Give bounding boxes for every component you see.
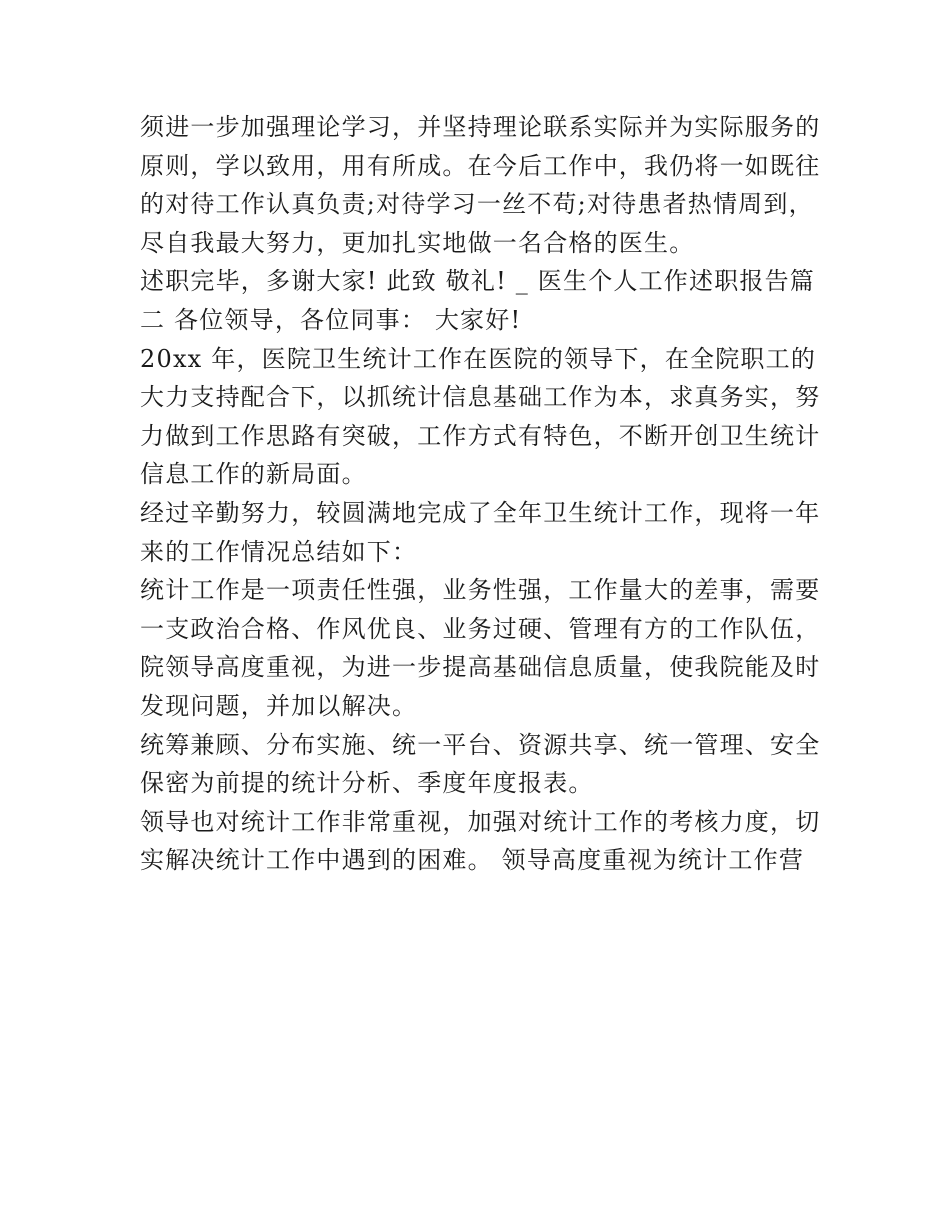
text-line: 的对待工作认真负责;对待学习一丝不苟;对待患者热情周到，: [140, 190, 814, 219]
text-line: 一支政治合格、作风优良、业务过硬、管理有方的工作队伍，: [140, 614, 821, 643]
text-line: 力做到工作思路有突破，工作方式有特色，不断开创卫生统计: [140, 421, 821, 450]
text-line: 来的工作情况总结如下：: [140, 537, 418, 566]
text-line: 大力支持配合下，以抓统计信息基础工作为本，求真务实，努: [140, 383, 821, 412]
text-line: 领导也对统计工作非常重视，加强对统计工作的考核力度，切: [140, 807, 821, 836]
text-line: 须进一步加强理论学习，并坚持理论联系实际并为实际服务的: [140, 113, 821, 141]
text-line: 统筹兼顾、分布实施、统一平台、资源共享、统一管理、安全: [140, 730, 821, 759]
text-line: 实解决统计工作中遇到的困难。 领导高度重视为统计工作营: [140, 846, 805, 875]
body-text: [140, 108, 820, 880]
text-line: 发现问题，并加以解决。: [140, 691, 418, 720]
text-line: 统计工作是一项责任性强，业务性强，工作量大的差事，需要: [140, 576, 821, 605]
text-line: 信息工作的新局面。: [140, 460, 367, 489]
text-line: 原则，学以致用，用有所成。在今后工作中，我仍将一如既往: [140, 151, 821, 180]
text-line: 20xx 年，医院卫生统计工作在医院的领导下，在全院职工的: [140, 344, 817, 373]
text-line: 经过辛勤努力，较圆满地完成了全年卫生统计工作，现将一年: [140, 498, 821, 527]
text-line: 尽自我最大努力，更加扎实地做一名合格的医生。: [140, 228, 695, 257]
text-line: 院领导高度重视，为进一步提高基础信息质量，使我院能及时: [140, 653, 821, 682]
text-line: 述职完毕，多谢大家! 此致 敬礼! _ 医生个人工作述职报告篇: [140, 267, 816, 296]
text-line: 二 各位领导，各位同事： 大家好!: [140, 305, 522, 334]
text-line: 保密为前提的统计分析、季度年度报表。: [140, 769, 594, 798]
